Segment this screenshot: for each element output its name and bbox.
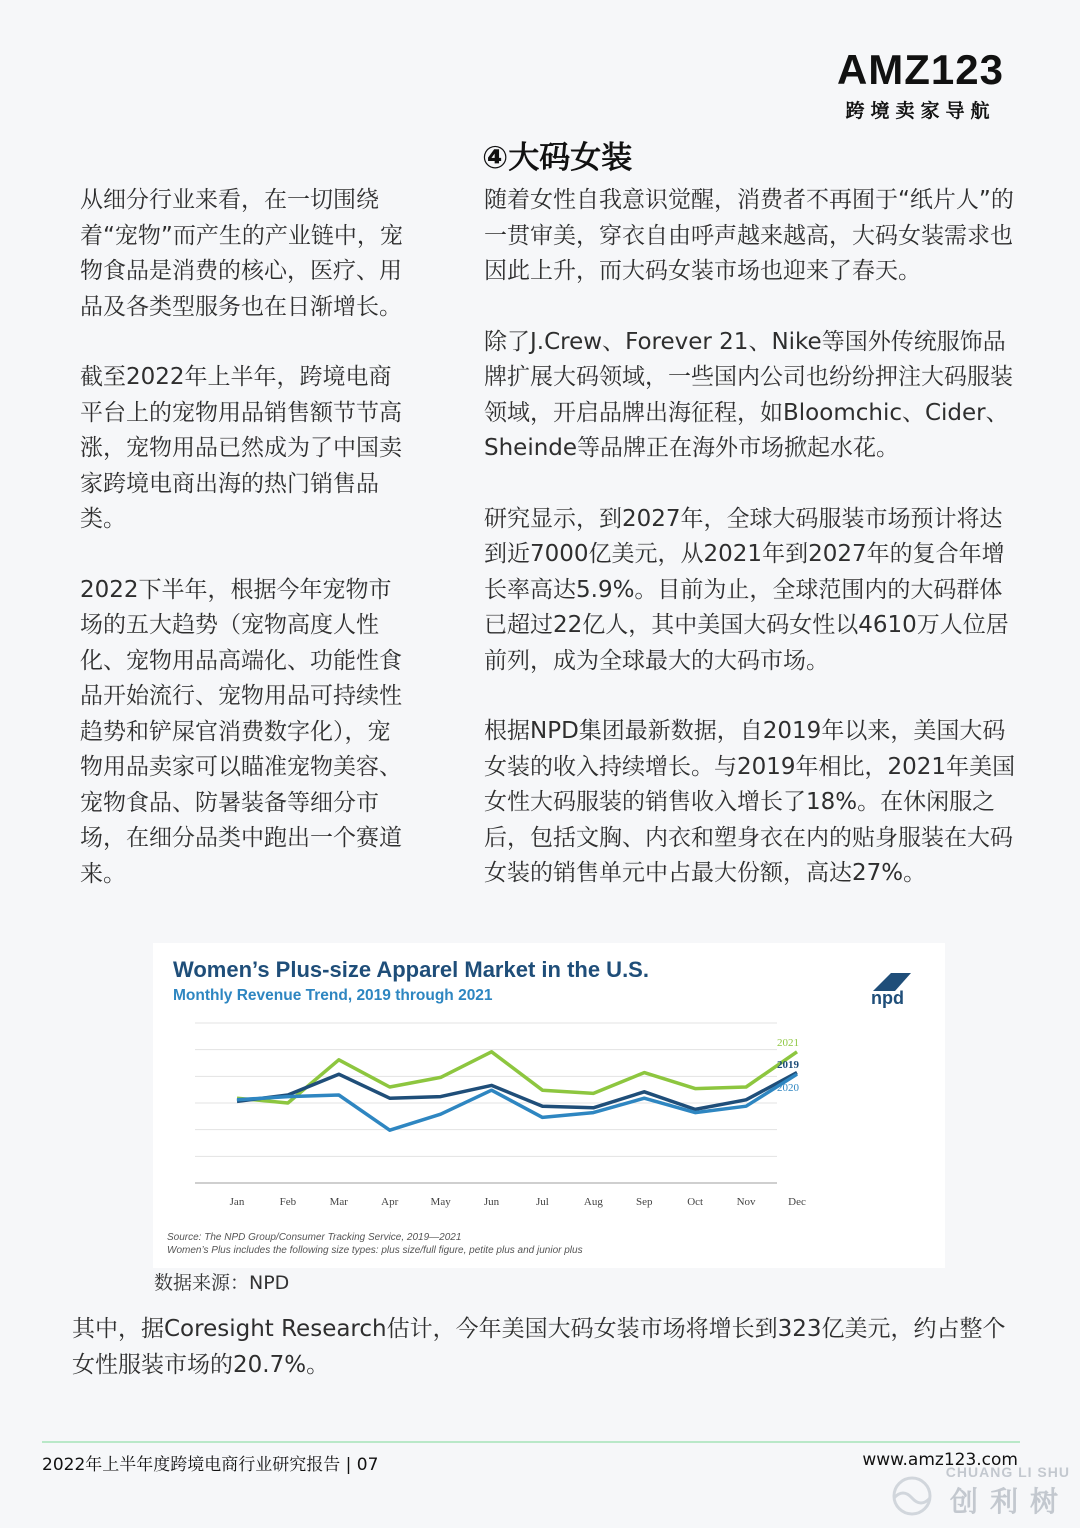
right-paragraph: 根据NPD集团最新数据，自2019年以来，美国大码女装的收入持续增长。与2019年相比，2021年美国女性大码服装的销售收入增长了18%。在休闲服之后，包括文胸、内衣和塑身衣在内的贴身服装在大码女装的销售单元中占最大份额，高达27%。	[484, 718, 1016, 886]
chart-series	[237, 1052, 797, 1130]
x-tick-label: May	[430, 1196, 451, 1208]
x-tick-label: Nov	[736, 1196, 756, 1208]
x-tick-label: Feb	[279, 1196, 297, 1208]
chart-size-note: Women’s Plus includes the following size types: plus size/full figure, petite plus and junior plus	[167, 1245, 583, 1256]
logo-main-text: AMZ123	[836, 46, 1004, 93]
section-title: ④大码女装	[482, 140, 633, 176]
right-paragraph: 研究显示，到2027年，全球大码服装市场预计将达到近7000亿美元，从2021年到2027年的复合年增长率高达5.9%。目前为止，全球范围内的大码群体已超过22亿人，其中美国大码女性以4610万人位居前列，成为全球最大的大码市场。	[484, 505, 1009, 674]
chart-subtitle: Monthly Revenue Trend, 2019 through 2021	[173, 987, 493, 1004]
left-column	[80, 183, 410, 927]
footer-divider	[42, 1441, 1020, 1443]
x-tick-label: Apr	[381, 1196, 399, 1208]
chart-title: Women’s Plus-size Apparel Market in the U.S.	[173, 957, 649, 982]
chart-svg	[153, 943, 945, 1268]
watermark-cn: 创利树	[949, 1485, 1070, 1518]
footer-website-link[interactable]: www.amz123.com	[862, 1450, 1018, 1470]
right-column	[484, 183, 1024, 927]
watermark-en: CHUANG LI SHU	[945, 1464, 1070, 1480]
x-tick-label: Jul	[536, 1196, 549, 1208]
chart-legend	[777, 1037, 800, 1094]
left-paragraph: 截至2022年上半年，跨境电商平台上的宠物用品销售额节节高涨，宠物用品已然成为了中国卖家跨境电商出海的热门销售品类。	[80, 364, 402, 532]
chart-source-note: Source: The NPD Group/Consumer Tracking Service, 2019—2021	[167, 1232, 462, 1243]
chart-caption: 数据来源：NPD	[154, 1272, 290, 1294]
left-paragraph: 从细分行业来看，在一切围绕着“宠物”而产生的产业链中，宠物食品是消费的核心，医疗、用品及各类型服务也在日渐增长。	[80, 187, 403, 320]
legend-label-2019: 2019	[777, 1059, 799, 1071]
footer-report-title: 2022年上半年度跨境电商行业研究报告 | 07	[42, 1455, 379, 1475]
npd-logo-text: npd	[871, 988, 904, 1008]
x-tick-label: Jun	[483, 1196, 500, 1208]
x-tick-label: Mar	[329, 1196, 348, 1208]
left-paragraph: 2022下半年，根据今年宠物市场的五大趋势（宠物高度人性化、宠物用品高端化、功能性食品开始流行、宠物用品可持续性趋势和铲屎官消费数字化），宠物用品卖家可以瞄准宠物美容、宠物食品、防暑装备等细分市场，在细分品类中跑出一个赛道来。	[80, 576, 402, 887]
right-paragraph: 随着女性自我意识觉醒，消费者不再囿于“纸片人”的一贯审美，穿衣自由呼声越来越高，大码女装需求也因此上升，而大码女装市场也迎来了春天。	[484, 187, 1014, 284]
bottom-paragraph: 其中，据Coresight Research估计，今年美国大码女装市场将增长到323亿美元，约占整个女性服装市场的20.7%。	[72, 1316, 1006, 1378]
legend-label-2020: 2020	[777, 1082, 799, 1094]
right-paragraph: 除了J.Crew、Forever 21、Nike等国外传统服饰品牌扩展大码领域，一些国内公司也纷纷押注大码服装领域，开启品牌出海征程，如Bloomchic、Cider、Sheinde等品牌正在海外市场掀起水花。	[484, 328, 1013, 461]
logo	[836, 46, 1004, 123]
npd-logo	[871, 973, 911, 1008]
watermark	[946, 1464, 1070, 1520]
x-tick-label: Sep	[636, 1196, 653, 1208]
x-tick-label: Aug	[583, 1196, 603, 1208]
revenue-trend-chart	[153, 943, 945, 1268]
x-tick-label: Oct	[687, 1196, 704, 1208]
watermark-wave-icon	[884, 1476, 940, 1516]
legend-label-2021: 2021	[777, 1037, 799, 1049]
x-tick-label: Jan	[229, 1196, 245, 1208]
x-tick-label: Dec	[788, 1196, 806, 1208]
chart-x-ticks	[230, 1196, 806, 1208]
logo-sub-text: 跨境卖家导航	[845, 100, 996, 122]
